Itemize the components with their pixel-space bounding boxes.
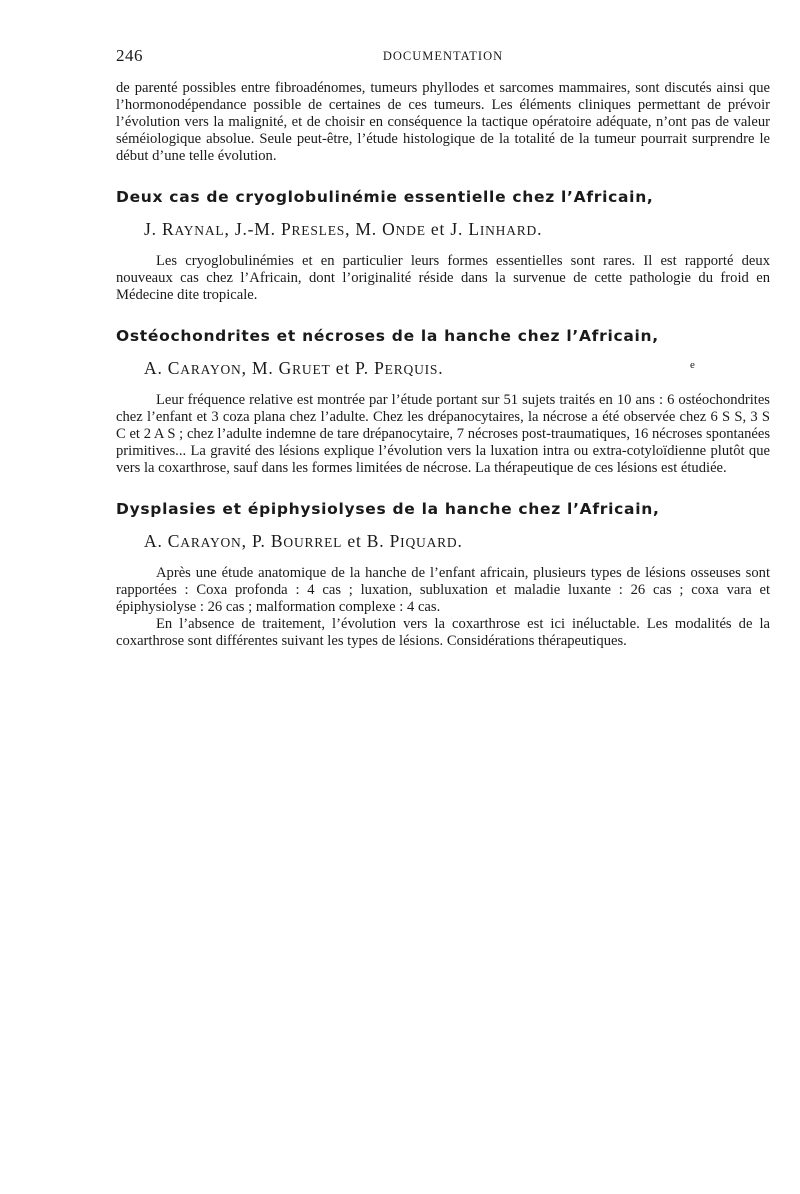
running-title: DOCUMENTATION xyxy=(382,49,504,63)
article-title: Deux cas de cryoglobulinémie essentielle chez l’Africain, xyxy=(116,188,654,206)
author: P. PERQUIS. xyxy=(355,358,444,378)
author: P. BOURREL et xyxy=(251,531,367,551)
author: A. CARAYON, xyxy=(144,531,252,551)
article-authors xyxy=(116,219,770,241)
article-abstract: Leur fréquence relative est montrée par l’étude portant sur 51 sujets traités en 10 ans : 6 ostéochondrites chez l’enfant et 3 coza plana chez l’adulte. Chez les drépanocytaires, la nécrose a été observée chez 6 S S, 3 S C et 2 A S ; chez l’adulte indemne de tare drépanocytaire, 7 nécroses post-traumatiques, 16 nécroses spontanées primitives... La gravité des lésions explique l’évolution vers la luxation intra ou extra-cotyloïdienne plutôt que vers la coxarthrose, sauf dans les formes limitées de nécrose. La thérapeutique de ces lésions est étudiée. xyxy=(116,392,770,476)
page-body xyxy=(116,80,770,650)
author: J. LINHARD. xyxy=(450,219,543,239)
article-abstract: Après une étude anatomique de la hanche de l’enfant africain, plusieurs types de lésions osseuses sont rapportées : Coxa profonda : 4 cas ; luxation, subluxation et maladie luxante : 26 cas ; coxa vara et épiphysiolyse : 26 cas ; malformation complexe : 4 cas. xyxy=(116,565,770,615)
article-authors xyxy=(116,531,770,553)
page-number: 246 xyxy=(116,46,143,65)
author: M. ONDE et xyxy=(355,219,451,239)
article-authors xyxy=(116,358,770,380)
author: A. CARAYON, xyxy=(144,358,252,378)
article-title: Ostéochondrites et nécroses de la hanche chez l’Africain, xyxy=(116,327,659,345)
article-abstract: En l’absence de traitement, l’évolution vers la coxarthrose est ici inéluctable. Les modalités de la coxarthrose sont différentes suivant les types de lésions. Considérations thérapeutiques. xyxy=(116,616,770,649)
article-abstract: Les cryoglobulinémies et en particulier leurs formes essentielles sont rares. Il est rapporté deux nouveaux cas chez l’Africain, dont l’originalité réside dans la survenue de cette pathologie du froid en Médecine dite tropicale. xyxy=(116,253,770,303)
author: M. GRUET et xyxy=(251,358,356,378)
stray-print-mark: e xyxy=(690,359,696,371)
author: B. PIQUARD. xyxy=(366,531,463,551)
author: J.-M. PRESLES, xyxy=(234,219,356,239)
running-head xyxy=(116,46,770,70)
intro-paragraph: de parenté possibles entre fibroadénomes, tumeurs phyllodes et sarcomes mammaires, sont discutés ainsi que l’hormonodépendance possible de certaines de ces tumeurs. Les éléments cliniques permettant de prévoir l’évolution vers la malignité, et de choisir en conséquence la tactique opératoire adéquate, n’ont pas de valeur séméiologique absolue. Seule peut-être, l’étude histologique de la totalité de la tumeur pourrait surprendre le début d’une telle évolution. xyxy=(116,80,770,164)
article-title: Dysplasies et épiphysiolyses de la hanche chez l’Africain, xyxy=(116,500,660,518)
article xyxy=(116,326,770,477)
author: J. RAYNAL, xyxy=(144,219,235,239)
article xyxy=(116,499,770,650)
article xyxy=(116,187,770,304)
